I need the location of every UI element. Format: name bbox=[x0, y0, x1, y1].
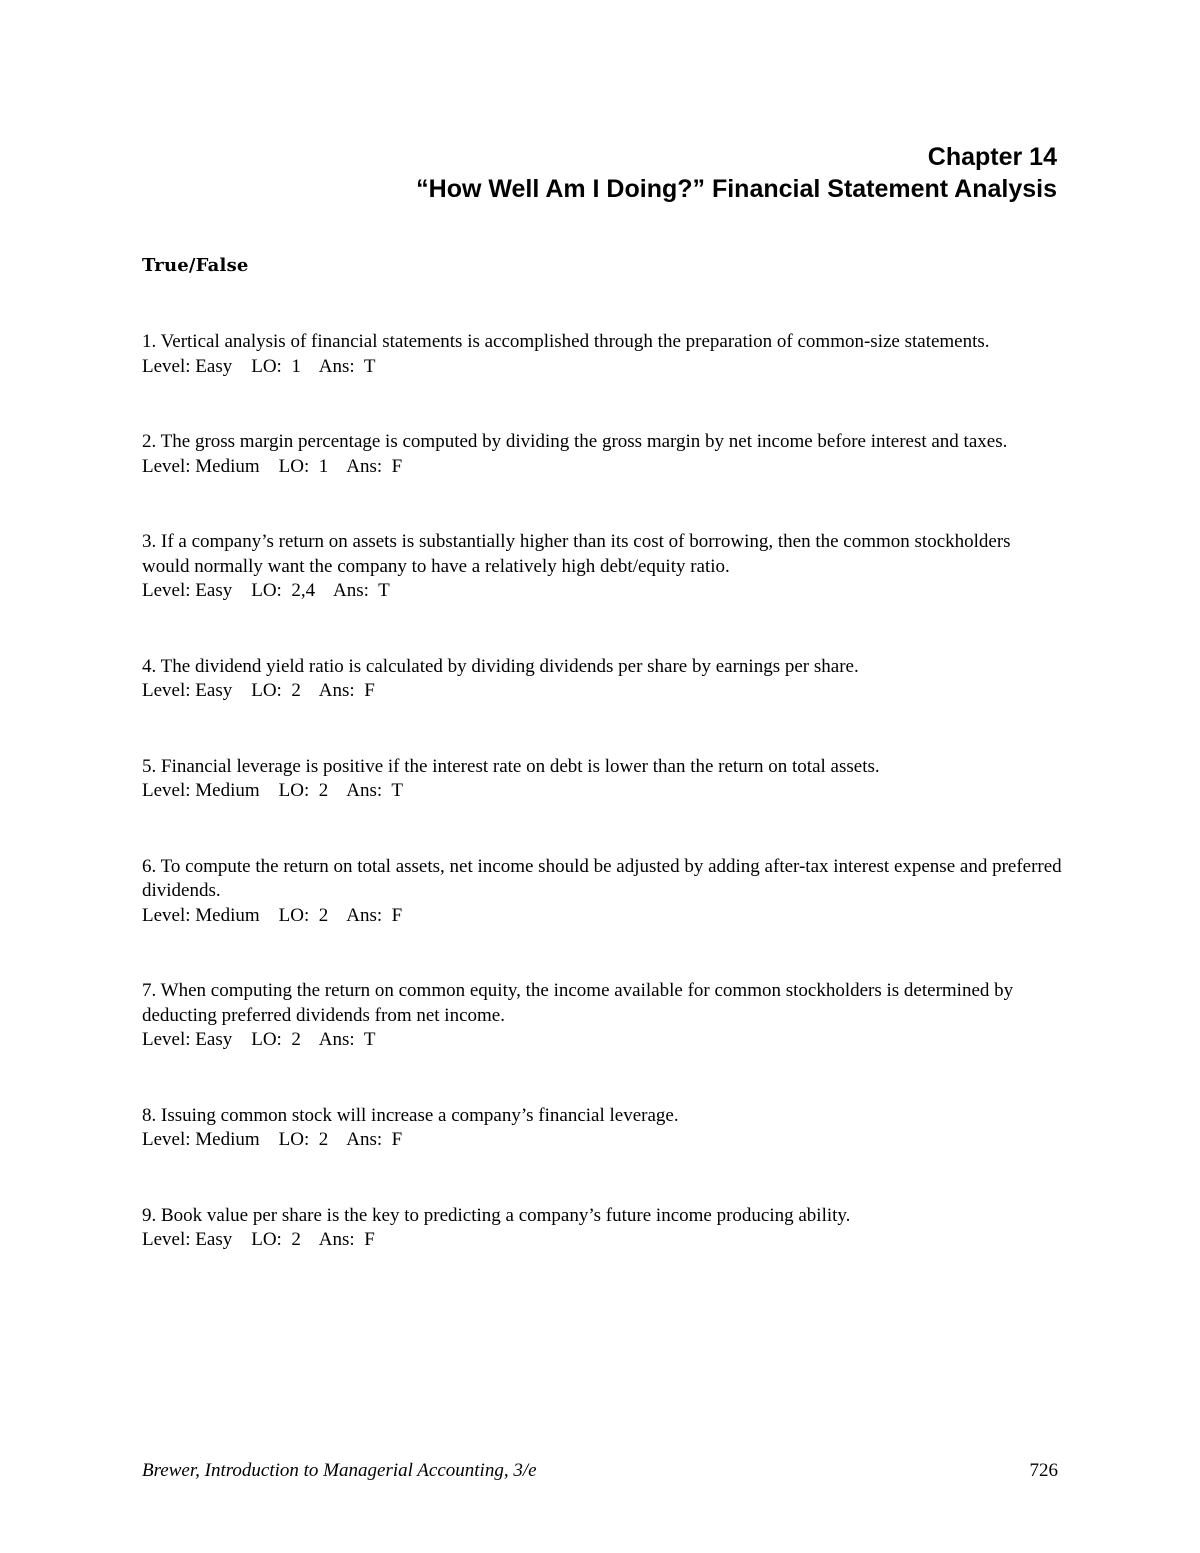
question-item bbox=[142, 1204, 1062, 1253]
lo-value: 1 bbox=[291, 355, 301, 377]
question-spacer bbox=[142, 704, 1062, 755]
level-value: Easy bbox=[195, 1229, 233, 1250]
ans-label: Ans: bbox=[318, 355, 355, 377]
lo-value: 2,4 bbox=[291, 580, 316, 601]
ans-label: Ans: bbox=[346, 904, 383, 926]
level-value: Medium bbox=[195, 455, 260, 477]
footer-book-title: Brewer, Introduction to Managerial Accounting, 3/e bbox=[142, 1460, 537, 1481]
level-value: Easy bbox=[195, 355, 233, 377]
question-item bbox=[142, 755, 1062, 804]
question-item bbox=[142, 330, 1062, 379]
lo-label: LO: bbox=[251, 1229, 282, 1250]
question-spacer bbox=[142, 804, 1062, 855]
lo-value: 2 bbox=[318, 1129, 329, 1150]
level-label: Level: bbox=[142, 355, 191, 377]
question-meta bbox=[142, 579, 1062, 604]
question-item bbox=[142, 430, 1062, 479]
ans-value: T bbox=[378, 580, 390, 601]
question-meta bbox=[142, 1128, 1062, 1153]
ans-value: F bbox=[391, 904, 403, 926]
level-value: Medium bbox=[195, 1129, 260, 1150]
level-label: Level: bbox=[142, 1129, 191, 1150]
lo-label: LO: bbox=[278, 1129, 310, 1150]
question-meta bbox=[142, 355, 1062, 380]
level-value: Easy bbox=[195, 1029, 233, 1050]
question-meta bbox=[142, 455, 1062, 480]
ans-value: F bbox=[364, 680, 375, 701]
level-value: Easy bbox=[195, 580, 233, 601]
question-list bbox=[142, 330, 1062, 1253]
level-label: Level: bbox=[142, 680, 191, 701]
lo-label: LO: bbox=[251, 355, 282, 377]
level-label: Level: bbox=[142, 1229, 191, 1250]
ans-label: Ans: bbox=[318, 680, 355, 701]
question-item bbox=[142, 655, 1062, 704]
ans-label: Ans: bbox=[346, 780, 383, 801]
ans-value: T bbox=[391, 780, 403, 801]
question-spacer bbox=[142, 1153, 1062, 1204]
lo-label: LO: bbox=[278, 904, 310, 926]
chapter-title: “How Well Am I Doing?” Financial Statement Analysis bbox=[416, 175, 1057, 203]
ans-label: Ans: bbox=[346, 455, 383, 477]
question-spacer bbox=[142, 1053, 1062, 1104]
question-item bbox=[142, 530, 1062, 604]
ans-label: Ans: bbox=[346, 1129, 383, 1150]
chapter-number: Chapter 14 bbox=[927, 143, 1057, 171]
lo-label: LO: bbox=[278, 780, 310, 801]
ans-label: Ans: bbox=[318, 1229, 355, 1250]
ans-value: F bbox=[391, 1129, 403, 1150]
question-meta bbox=[142, 904, 1062, 929]
question-meta bbox=[142, 779, 1062, 804]
page-footer bbox=[142, 1460, 1058, 1482]
section-title: True/False bbox=[142, 255, 249, 276]
level-label: Level: bbox=[142, 1029, 191, 1050]
ans-value: T bbox=[363, 355, 376, 377]
level-label: Level: bbox=[142, 904, 191, 926]
lo-value: 2 bbox=[291, 1229, 301, 1250]
level-value: Medium bbox=[195, 780, 260, 801]
ans-label: Ans: bbox=[318, 1029, 355, 1050]
question-text: 9. Book value per share is the key to predicting a company’s future income producing ability. bbox=[142, 1204, 851, 1226]
level-label: Level: bbox=[142, 455, 191, 477]
question-text: 1. Vertical analysis of financial statements is accomplished through the preparation of common-size statements. bbox=[142, 331, 990, 352]
chapter-header bbox=[416, 141, 1057, 205]
lo-value: 2 bbox=[318, 780, 329, 801]
question-text: 7. When computing the return on common equity, the income available for common stockholders is determined by deducting preferred dividends from net income. bbox=[142, 980, 1014, 1026]
lo-label: LO: bbox=[251, 1029, 282, 1050]
question-item bbox=[142, 855, 1062, 929]
ans-value: F bbox=[364, 1229, 375, 1250]
lo-value: 2 bbox=[291, 680, 301, 701]
question-meta bbox=[142, 1028, 1062, 1053]
level-label: Level: bbox=[142, 780, 191, 801]
lo-label: LO: bbox=[251, 580, 282, 601]
question-spacer bbox=[142, 479, 1062, 530]
question-meta bbox=[142, 1228, 1062, 1253]
question-text: 3. If a company’s return on assets is substantially higher than its cost of borrowing, then the common stockholders would normally want the company to have a relatively high debt/equity ratio. bbox=[142, 531, 1011, 577]
question-spacer bbox=[142, 604, 1062, 655]
question-meta bbox=[142, 679, 1062, 704]
lo-value: 2 bbox=[318, 904, 329, 926]
lo-label: LO: bbox=[278, 455, 310, 477]
question-text: 2. The gross margin percentage is computed by dividing the gross margin by net income before interest and taxes. bbox=[142, 431, 1008, 452]
question-text: 5. Financial leverage is positive if the interest rate on debt is lower than the return on total assets. bbox=[142, 755, 880, 777]
level-label: Level: bbox=[142, 580, 191, 601]
ans-value: F bbox=[391, 455, 403, 477]
page-number: 726 bbox=[1029, 1460, 1058, 1481]
lo-value: 2 bbox=[291, 1029, 301, 1050]
level-value: Medium bbox=[195, 904, 260, 926]
question-item bbox=[142, 1104, 1062, 1153]
question-text: 4. The dividend yield ratio is calculated by dividing dividends per share by earnings per share. bbox=[142, 655, 859, 677]
lo-label: LO: bbox=[251, 680, 282, 701]
ans-value: T bbox=[363, 1029, 376, 1050]
question-text: 8. Issuing common stock will increase a company’s financial leverage. bbox=[142, 1104, 679, 1126]
ans-label: Ans: bbox=[333, 580, 369, 601]
question-item bbox=[142, 979, 1062, 1053]
question-text: 6. To compute the return on total assets, net income should be adjusted by adding after-tax interest expense and preferred dividends. bbox=[142, 855, 1062, 901]
question-spacer bbox=[142, 928, 1062, 979]
level-value: Easy bbox=[195, 680, 233, 701]
lo-value: 1 bbox=[318, 455, 329, 477]
question-spacer bbox=[142, 379, 1062, 430]
